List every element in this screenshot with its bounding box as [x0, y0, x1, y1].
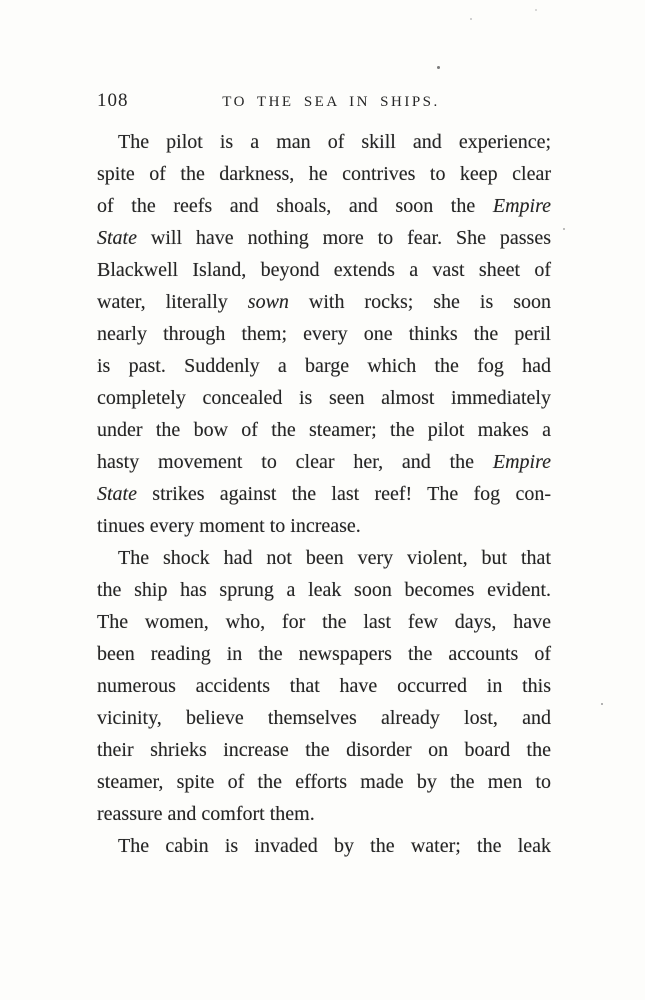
text-line — [97, 574, 551, 606]
scan-speck — [470, 18, 472, 20]
text-segment: of the reefs and shoals, and soon the — [97, 195, 493, 217]
text-segment: Blackwell Island, beyond extends a vast sheet of — [97, 259, 551, 281]
paragraph — [97, 126, 551, 542]
text-line — [97, 318, 551, 350]
text-line — [97, 446, 551, 478]
text-segment: their shrieks increase the disorder on board the — [97, 739, 551, 761]
italic-text: State — [97, 483, 137, 505]
text-line — [97, 606, 551, 638]
scan-speck — [601, 703, 603, 705]
text-line — [97, 350, 551, 382]
page-number: 108 — [97, 90, 129, 111]
text-segment: tinues every moment to increase. — [97, 515, 361, 537]
text-line — [97, 798, 551, 830]
text-segment: The shock had not been very violent, but that — [118, 547, 551, 569]
text-segment: The pilot is a man of skill and experience; — [118, 131, 551, 153]
text-line — [97, 702, 551, 734]
text-line — [97, 222, 551, 254]
text-segment: the ship has sprung a leak soon becomes evident. — [97, 579, 551, 601]
text-line — [97, 126, 551, 158]
text-line — [97, 414, 551, 446]
text-line — [97, 766, 551, 798]
text-segment: The women, who, for the last few days, have — [97, 611, 551, 633]
text-segment: vicinity, believe themselves already lost, and — [97, 707, 551, 729]
text-line — [97, 478, 551, 510]
text-segment: hasty movement to clear her, and the — [97, 451, 493, 473]
text-segment: water, literally — [97, 291, 248, 313]
text-line — [97, 190, 551, 222]
text-segment: steamer, spite of the efforts made by the men to — [97, 771, 551, 793]
scan-speck — [535, 9, 537, 11]
text-segment: with rocks; she is soon — [288, 291, 552, 313]
italic-text: Empire — [492, 195, 551, 217]
paragraph — [97, 830, 551, 862]
paragraph — [97, 542, 551, 830]
text-line — [97, 670, 551, 702]
text-segment: spite of the darkness, he contrives to keep clear — [97, 163, 551, 185]
text-line — [97, 382, 551, 414]
text-segment: numerous accidents that have occurred in this — [97, 675, 551, 697]
running-title: TO THE SEA IN SHIPS. — [222, 94, 440, 110]
text-line — [97, 734, 551, 766]
text-line — [97, 830, 551, 862]
scan-speck — [563, 228, 565, 230]
text-line — [97, 254, 551, 286]
text-line — [97, 542, 551, 574]
italic-text: Empire — [492, 451, 551, 473]
italic-text: sown — [247, 291, 289, 313]
text-segment: under the bow of the steamer; the pilot makes a — [97, 419, 551, 441]
body-text — [97, 126, 551, 862]
text-segment: nearly through them; every one thinks the peril — [97, 323, 551, 345]
italic-text: State — [97, 227, 137, 249]
text-line — [97, 510, 551, 542]
text-segment: reassure and comfort them. — [97, 803, 315, 825]
text-segment: strikes against the last reef! The fog con- — [137, 483, 551, 505]
text-line — [97, 638, 551, 670]
text-segment: is past. Suddenly a barge which the fog had — [97, 355, 551, 377]
text-segment: will have nothing more to fear. She passes — [137, 227, 551, 249]
text-segment: been reading in the newspapers the accounts of — [97, 643, 551, 665]
scan-speck — [437, 66, 440, 69]
text-segment: completely concealed is seen almost immediately — [97, 387, 551, 409]
page-header — [97, 90, 551, 114]
text-line — [97, 286, 551, 318]
text-line — [97, 158, 551, 190]
text-segment: The cabin is invaded by the water; the leak — [118, 835, 551, 857]
